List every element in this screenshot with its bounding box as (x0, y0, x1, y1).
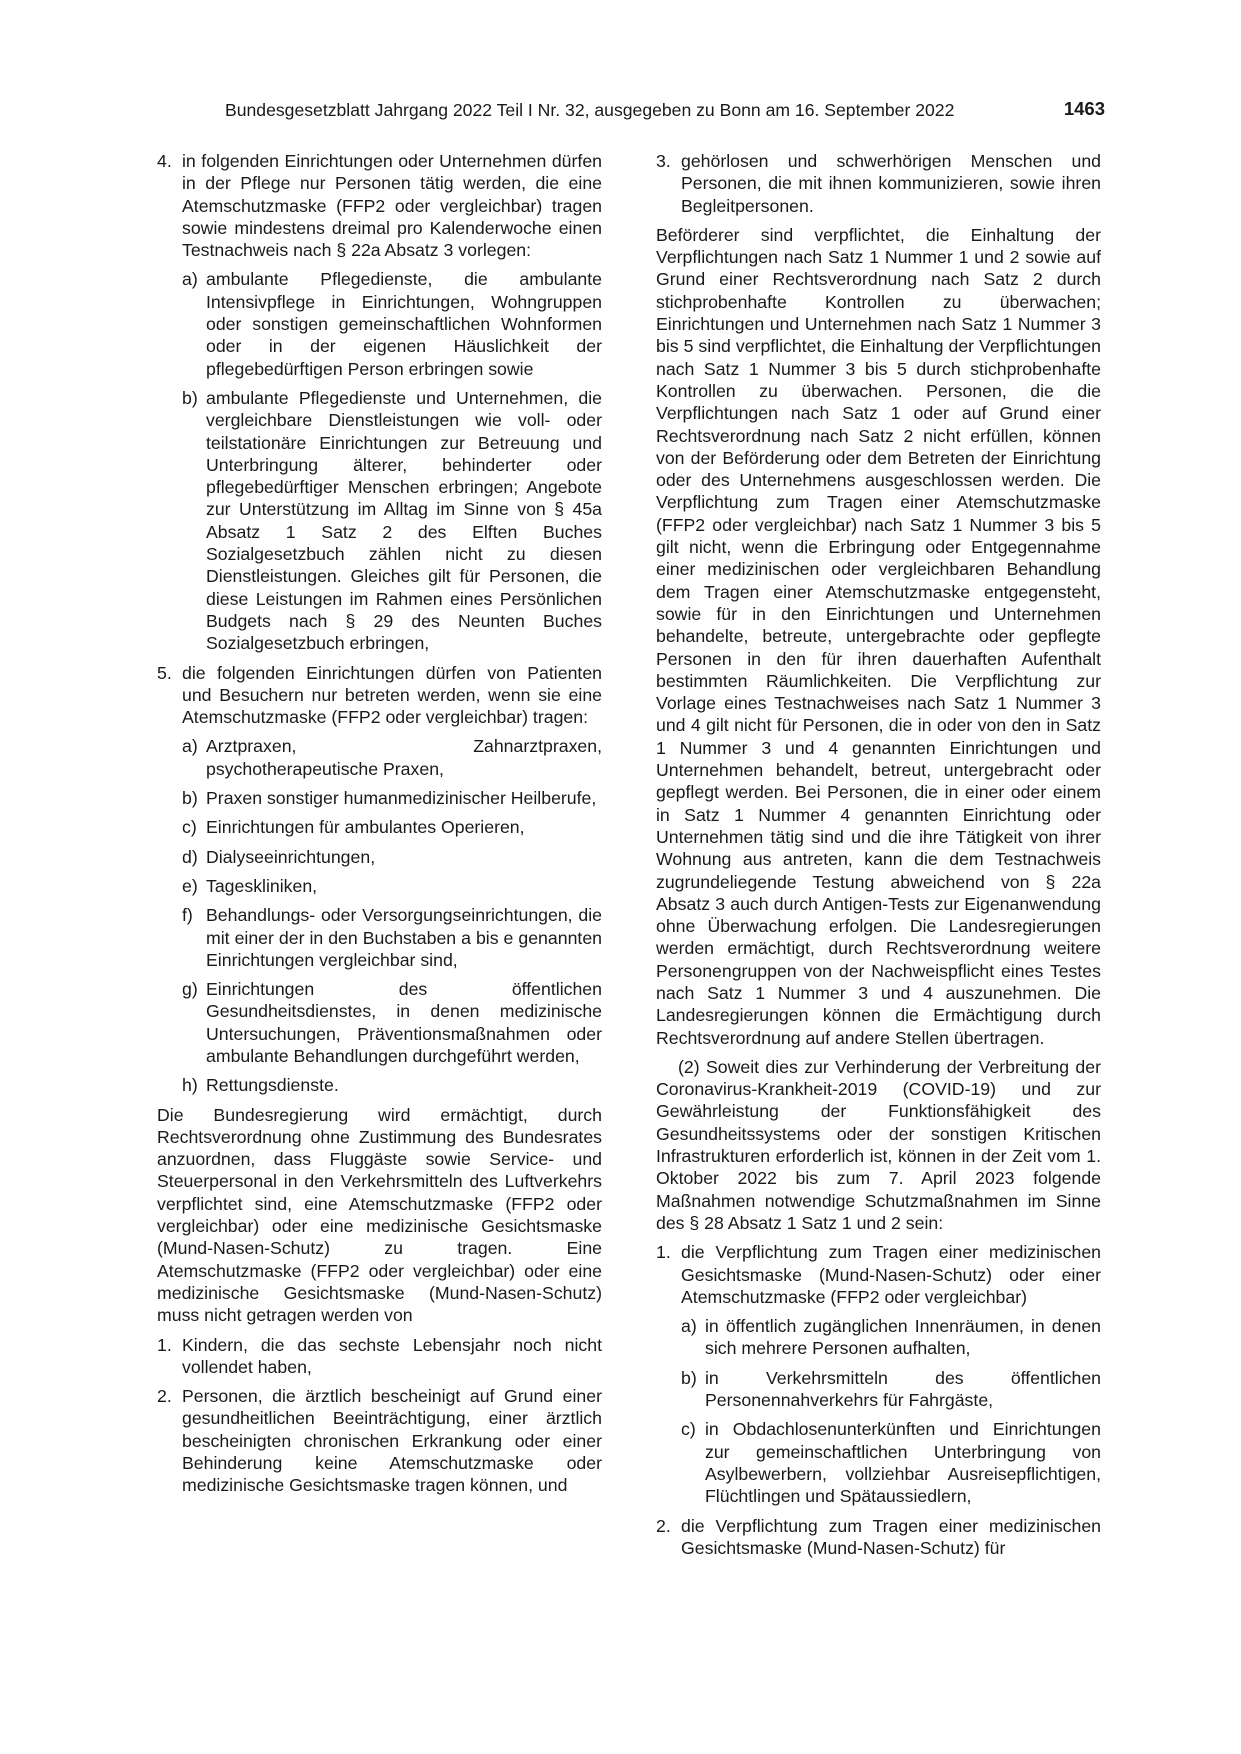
list-item-label: 5. (157, 662, 172, 683)
list-item-2 (157, 1385, 602, 1496)
running-title: Bundesgesetzblatt Jahrgang 2022 Teil I Nr. 32, ausgegeben zu Bonn am 16. September 2022 (225, 100, 955, 120)
list-item-label: 1. (157, 1334, 172, 1355)
sub-item-label: b) (681, 1367, 697, 1388)
sub-item-label: b) (182, 387, 198, 408)
body-paragraph: Beförderer sind verpflichtet, die Einhaltung der Verpflichtungen nach Satz 1 Nummer 1 und 2 sowie auf Grund einer Rechtsverordnung nach Satz 2 durch stichprobenhafte Kontrollen zu überwachen; Einrichtungen und Unternehmen nach Satz 1 Nummer 3 bis 5 sind verpflichtet, die Einhaltung der Verpflichtungen nach Satz 1 Nummer 3 bis 5 durch stichprobenhafte Kontrollen zu überwachen. Personen, die die Verpflichtungen nach Satz 1 oder auf Grund einer Rechtsverordnung nach Satz 2 nicht erfüllen, können von der Beförderung oder dem Betreten der Einrichtung oder des Unternehmens ausgeschlossen werden. Die Verpflichtung zum Tragen einer Atemschutzmaske (FFP2 oder vergleichbar) nach Satz 1 Nummer 3 bis 5 gilt nicht, wenn die Erbringung oder Entgegennahme einer medizinischen oder vergleichbaren Behandlung dem Tragen einer Atemschutzmaske entgegensteht, sowie für in den Einrichtungen und Unternehmen behandelte, betreute, untergebrachte oder gepflegte Personen in den für ihren dauerhaften Aufenthalt bestimmten Räumlichkeiten. Die Verpflichtung zur Vorlage eines Testnachweises nach Satz 1 Nummer 3 und 4 gilt nicht für Personen, die in oder von den in Satz 1 Nummer 3 und 4 genannten Einrichtungen und Unternehmen behandelt, betreut, untergebracht oder gepflegt werden. Bei Personen, die in einer oder einem in Satz 1 Nummer 4 genannten Einrichtung oder Unternehmen tätig sind und die ihre Tätigkeit von ihrer Wohnung aus antreten, kann die dem Testnachweis zugrundeliegende Testung abweichend von § 22a Absatz 3 auch durch Antigen-Tests zur Eigenanwendung ohne Überwachung erfolgen. Die Landesregierungen werden ermächtigt, durch Rechtsverordnung weitere Personengruppen von der Nachweispflicht eines Testes nach Satz 1 Nummer 3 und 4 auszunehmen. Die Landesregierungen können die Ermächtigung durch Rechtsverordnung auf andere Stellen übertragen. (656, 224, 1101, 1048)
sub-item-text: Behandlungs- oder Versorgungseinrichtungen, die mit einer der in den Buchstaben a bis e genannten Einrichtungen vergleichbar sind, (206, 905, 602, 970)
page-number: 1463 (1063, 98, 1105, 119)
list-item-r1 (656, 1241, 1101, 1308)
sub-item-text: ambulante Pflegedienste, die ambulante Intensivpflege in Einrichtungen, Wohngruppen oder sonstigen gemeinschaftlichen Wohnformen oder in der eigenen Häuslichkeit der pflegebedürftigen Person erbringen sowie (206, 269, 602, 379)
sub-item-4b (182, 387, 602, 655)
sub-item-label: a) (182, 269, 198, 290)
sub-item-label: a) (681, 1316, 697, 1337)
sub-item-r1b (681, 1367, 1101, 1412)
sub-item-5d (182, 846, 602, 868)
sub-item-label: d) (182, 846, 198, 867)
section-paragraph-2: (2) Soweit dies zur Verhinderung der Verbreitung der Coronavirus-Krankheit-2019 (COVID-19) und zur Gewährleistung der Funktionsfähigkeit des Gesundheitssystems oder der sonstigen Kritischen Infrastrukturen erforderlich ist, können in der Zeit vom 1. Oktober 2022 bis zum 7. April 2023 folgende Maßnahmen notwendige Schutzmaßnahmen im Sinne des § 28 Absatz 1 Satz 1 und 2 sein: (656, 1056, 1101, 1233)
list-item-label: 2. (157, 1386, 172, 1407)
sub-item-text: in öffentlich zugänglichen Innenräumen, in denen sich mehrere Personen aufhalten, (705, 1316, 1101, 1359)
right-column (656, 150, 1101, 1559)
sub-item-text: Tageskliniken, (206, 875, 318, 896)
sub-item-r1a (681, 1315, 1101, 1360)
sub-item-5a (182, 735, 602, 780)
sub-item-text: Rettungsdienste. (206, 1075, 339, 1096)
sub-item-5e (182, 875, 602, 897)
sub-item-text: Einrichtungen für ambulantes Operieren, (206, 817, 525, 838)
list-item-text: in folgenden Einrichtungen oder Unternehmen dürfen in der Pflege nur Personen tätig werden, die eine Atemschutzmaske (FFP2 oder vergleichbar) tragen sowie mindestens dreimal pro Kalenderwoche einen Testnachweis nach § 22a Absatz 3 vorlegen: (182, 151, 602, 261)
sub-item-r1c (681, 1418, 1101, 1507)
sub-item-text: Arztpraxen, Zahnarztpraxen, psychotherapeutische Praxen, (206, 736, 602, 779)
left-column (157, 150, 602, 1497)
list-item-text: Personen, die ärztlich bescheinigt auf Grund einer gesundheitlichen Beeinträchtigung, einer ärztlich bescheinigten chronischen Erkrankung oder einer Behinderung keine Atemschutzmaske oder medizinische Gesichtsmaske tragen können, und (182, 1386, 602, 1496)
sub-item-label: e) (182, 875, 198, 896)
sub-item-5g (182, 978, 602, 1067)
sub-item-5f (182, 904, 602, 971)
page-header (225, 98, 1105, 124)
sub-item-label: c) (681, 1419, 696, 1440)
sub-item-text: Dialyseeinrichtungen, (206, 846, 376, 867)
list-item-4 (157, 150, 602, 261)
sub-item-5h (182, 1074, 602, 1096)
sub-item-label: f) (182, 905, 193, 926)
list-item-text: gehörlosen und schwerhörigen Menschen und Personen, die mit ihnen kommunizieren, sowie ihren Begleitpersonen. (681, 151, 1101, 216)
list-item-r2 (656, 1515, 1101, 1560)
sub-item-text: Praxen sonstiger humanmedizinischer Heilberufe, (206, 788, 597, 809)
sub-item-text: Einrichtungen des öffentlichen Gesundheitsdienstes, in denen medizinische Untersuchungen, Präventionsmaßnahmen oder ambulante Behandlungen durchgeführt werden, (206, 979, 602, 1066)
sub-item-label: c) (182, 817, 197, 838)
sub-item-label: b) (182, 788, 198, 809)
list-item-label: 3. (656, 151, 671, 171)
sub-item-label: g) (182, 979, 198, 1000)
list-item-1 (157, 1334, 602, 1379)
sub-item-text: in Obdachlosenunterkünften und Einrichtungen zur gemeinschaftlichen Unterbringung von Asylbewerbern, vollziehbar Ausreisepflichtigen, Flüchtlingen und Spätaussiedlern, (705, 1419, 1101, 1507)
list-item-label: 2. (656, 1515, 671, 1536)
list-item-label: 4. (157, 151, 172, 171)
list-item-5 (157, 662, 602, 729)
list-item-text: Kindern, die das sechste Lebensjahr noch nicht vollendet haben, (182, 1334, 602, 1377)
sub-item-text: in Verkehrsmitteln des öffentlichen Personennahverkehrs für Fahrgäste, (705, 1367, 1101, 1411)
sub-item-5c (182, 816, 602, 838)
body-paragraph: Die Bundesregierung wird ermächtigt, durch Rechtsverordnung ohne Zustimmung des Bundesrates anzuordnen, dass Fluggäste sowie Service- und Steuerpersonal in den Verkehrsmitteln des Luftverkehrs verpflichtet sind, eine Atemschutzmaske (FFP2 oder vergleichbar) oder eine medizinische Gesichtsmaske (Mund-Nasen-Schutz) zu tragen. Eine Atemschutzmaske (FFP2 oder vergleichbar) oder eine medizinische Gesichtsmaske (Mund-Nasen-Schutz) muss nicht getragen werden von (157, 1104, 602, 1326)
sub-item-label: a) (182, 736, 198, 757)
list-item-text: die Verpflichtung zum Tragen einer medizinischen Gesichtsmaske (Mund-Nasen-Schutz) oder einer Atemschutzmaske (FFP2 oder vergleichbar) (681, 1242, 1101, 1307)
sub-item-5b (182, 787, 602, 809)
list-item-text: die folgenden Einrichtungen dürfen von Patienten und Besuchern nur betreten werden, wenn sie eine Atemschutzmaske (FFP2 oder vergleichbar) tragen: (182, 662, 602, 728)
sub-item-label: h) (182, 1075, 198, 1096)
list-item-label: 1. (656, 1242, 671, 1263)
list-item-text: die Verpflichtung zum Tragen einer medizinischen Gesichtsmaske (Mund-Nasen-Schutz) für (681, 1515, 1101, 1558)
sub-item-text: ambulante Pflegedienste und Unternehmen, die vergleichbare Dienstleistungen wie voll- oder teilstationäre Einrichtungen zur Betreuung und Unterbringung älterer, behinderter oder pflegebedürftiger Menschen erbringen; Angebote zur Unterstützung im Alltag im Sinne von § 45a Absatz 1 Satz 2 des Elften Buches Sozialgesetzbuch zählen nicht zu diesen Dienstleistungen. Gleiches gilt für Personen, die diese Leistungen im Rahmen eines Persönlichen Budgets nach § 29 des Neunten Buches Sozialgesetzbuch erbringen, (206, 387, 602, 654)
list-item-3 (656, 150, 1101, 217)
sub-item-4a (182, 268, 602, 379)
